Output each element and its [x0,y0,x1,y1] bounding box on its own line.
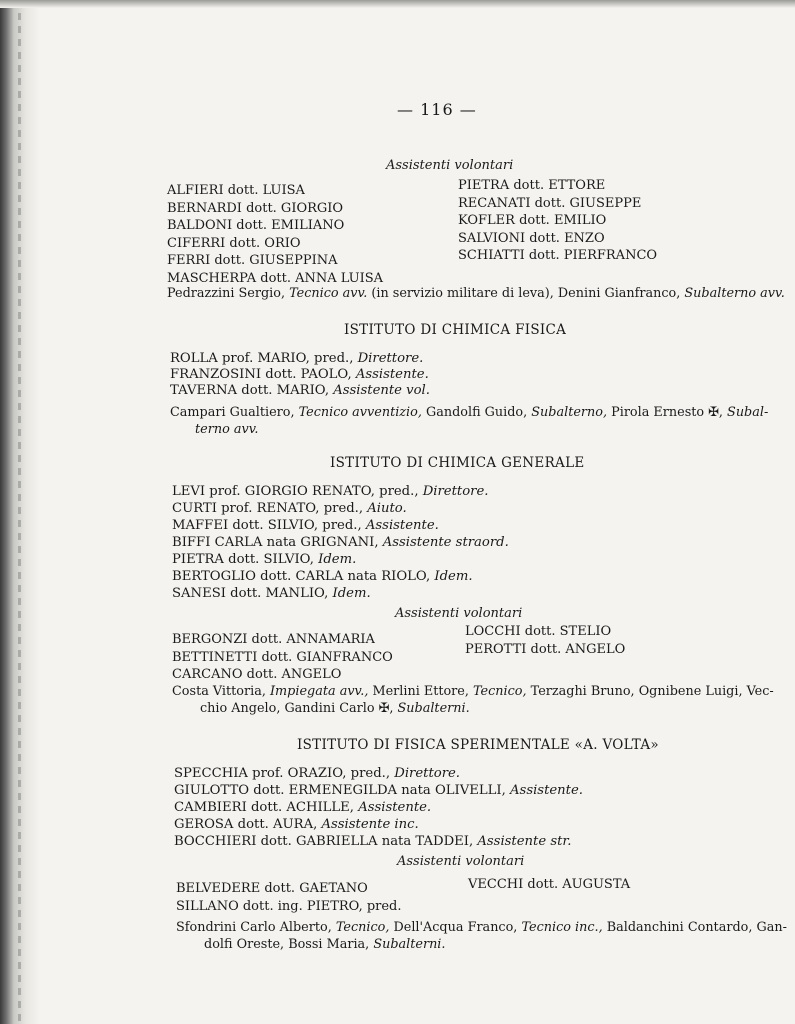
member-name: CAMBIERI dott. ACHILLE, [174,800,359,815]
member-line [170,383,430,399]
member-role: Direttore. [357,351,424,366]
list-item: BALDONI dott. EMILIANO [167,218,345,233]
list-item: KOFLER dott. EMILIO [458,213,607,228]
member-role: Idem. [434,569,473,584]
member-name: LEVI prof. GIORGIO RENATO, pred., [172,484,423,499]
member-name: FRANZOSINI dott. PAOLO, [170,367,356,382]
list-item: CARCANO dott. ANGELO [172,667,342,682]
staff-name: Baldanchini Contardo, Gan- [602,920,787,935]
list-item: CIFERRI dott. ORIO [167,235,301,251]
member-name: BOCCHIERI dott. GABRIELLA nata TADDEI, [174,834,478,849]
staff-role: Tecnico avventizio, [298,405,422,420]
member-line [170,351,423,367]
section-title-chimica-fisica: ISTITUTO DI CHIMICA FISICA [344,322,567,338]
member-line [174,766,460,782]
list-item: VECCHI dott. AUGUSTA [468,877,631,892]
staff-name: Merlini Ettore, [368,684,474,699]
member-role: Assistente. [510,783,583,798]
list-item: PEROTTI dott. ANGELO [465,641,626,657]
member-name: CURTI prof. RENATO, pred., [172,501,368,516]
staff-note [172,684,774,699]
volunteer-assistants-heading: Assistenti volontari [395,606,523,621]
list-item: BERNARDI dott. GIORGIO [167,200,344,216]
member-name: SANESI dott. MANLIO, [172,586,333,601]
member-line [172,535,509,551]
member-role: Aiuto. [367,501,407,516]
staff-note [176,920,787,935]
staff-name: Pedrazzini Sergio, [167,286,290,301]
member-role: Direttore. [394,766,460,781]
volunteer-list-right [468,876,630,894]
staff-role: Tecnico inc., [521,920,603,935]
staff-name: chio Angelo, Gandini Carlo ✠, [200,701,398,716]
staff-role: Subal- [727,405,769,420]
volunteer-list-right [465,623,625,658]
staff-role: Subalterni. [373,937,446,952]
staff-role: Tecnico avv. [289,286,368,301]
staff-note [170,405,768,420]
member-name: GIULOTTO dott. ERMENEGILDA nata OLIVELLI, [174,783,511,798]
staff-name: dolfi Oreste, Bossi Maria, [204,937,374,952]
member-role: Assistente. [355,367,429,382]
volunteer-assistants-heading: Assistenti volontari [386,158,514,173]
list-item: BERGONZI dott. ANNAMARIA [172,632,375,647]
staff-role: Tecnico, [473,684,527,699]
page-number: — 116 — [397,100,477,119]
member-line [174,800,431,816]
member-line [172,552,356,568]
member-name: PIETRA dott. SILVIO, [172,552,319,567]
member-name: BIFFI CARLA nata GRIGNANI, [172,535,383,550]
member-line [172,518,439,534]
staff-note-continued [204,937,445,952]
member-line [174,817,419,833]
member-name: TAVERNA dott. MARIO, [170,383,334,398]
staff-role: Subalterno, [531,405,608,420]
staff-name: Sfondrini Carlo Alberto, [176,920,336,935]
list-item: BETTINETTI dott. GIANFRANCO [172,649,393,665]
section-title-chimica-generale: ISTITUTO DI CHIMICA GENERALE [330,455,585,471]
list-item: SILLANO dott. ing. PIETRO, pred. [176,898,402,914]
staff-name: Campari Gualtiero, [170,405,299,420]
staff-role: Tecnico, [335,920,390,935]
section-title-fisica-sperimentale: ISTITUTO DI FISICA SPERIMENTALE «A. VOLTA» [297,737,659,753]
member-role: Assistente vol. [333,383,430,398]
volunteer-list-left [176,880,402,915]
staff-name: (in servizio militare di leva), Denini Gianfranco, [367,286,685,301]
member-role: Assistente. [358,800,432,815]
list-item: MASCHERPA dott. ANNA LUISA [167,270,384,286]
list-item: PIETRA dott. ETTORE [458,178,606,193]
member-role: Idem. [332,586,371,601]
member-name: ROLLA prof. MARIO, pred., [170,351,358,366]
member-line [174,783,583,799]
list-item: SCHIATTI dott. PIERFRANCO [458,248,658,263]
member-line [174,834,571,850]
staff-name: Costa Vittoria, [172,684,270,699]
member-name: MAFFEI dott. SILVIO, pred., [172,518,366,533]
list-item: LOCCHI dott. STELIO [465,624,612,639]
member-role: Assistente inc. [321,817,419,832]
list-item: BELVEDERE dott. GAETANO [176,881,368,896]
staff-name: Dell'Acqua Franco, [389,920,522,935]
member-role: Idem. [318,552,357,567]
list-item: RECANATI dott. GIUSEPPE [458,195,642,211]
staff-note-continued [200,701,470,716]
staff-name: Terzaghi Bruno, Ognibene Luigi, Vec- [526,684,774,699]
volunteer-list-left [167,182,383,287]
staff-note-continued: terno avv. [195,422,259,437]
staff-name: Gandolfi Guido, [421,405,532,420]
list-item: FERRI dott. GIUSEPPINA [167,253,338,268]
member-name: BERTOGLIO dott. CARLA nata RIOLO, [172,569,435,584]
member-line [172,484,488,500]
volunteer-list-left [172,631,393,684]
member-role: Assistente str. [477,834,572,849]
staff-name: Pirola Ernesto ✠, [607,405,728,420]
volunteer-list-right [458,177,657,265]
volunteer-assistants-heading: Assistenti volontari [397,854,525,869]
member-name: SPECCHIA prof. ORAZIO, pred., [174,766,395,781]
list-item: SALVIONI dott. ENZO [458,230,605,246]
staff-role: Subalterni. [397,701,470,716]
member-role: Direttore. [422,484,489,499]
member-role: Assistente. [365,518,439,533]
member-line [172,569,473,585]
staff-note [167,286,785,301]
member-role: Assistente straord. [382,535,509,550]
member-name: GEROSA dott. AURA, [174,817,322,832]
staff-role: Subalterno avv. [684,286,785,301]
staff-role: Impiegata avv., [269,684,369,699]
member-line [172,586,371,602]
member-line [172,501,407,517]
list-item: ALFIERI dott. LUISA [167,183,305,198]
member-line [170,367,429,383]
